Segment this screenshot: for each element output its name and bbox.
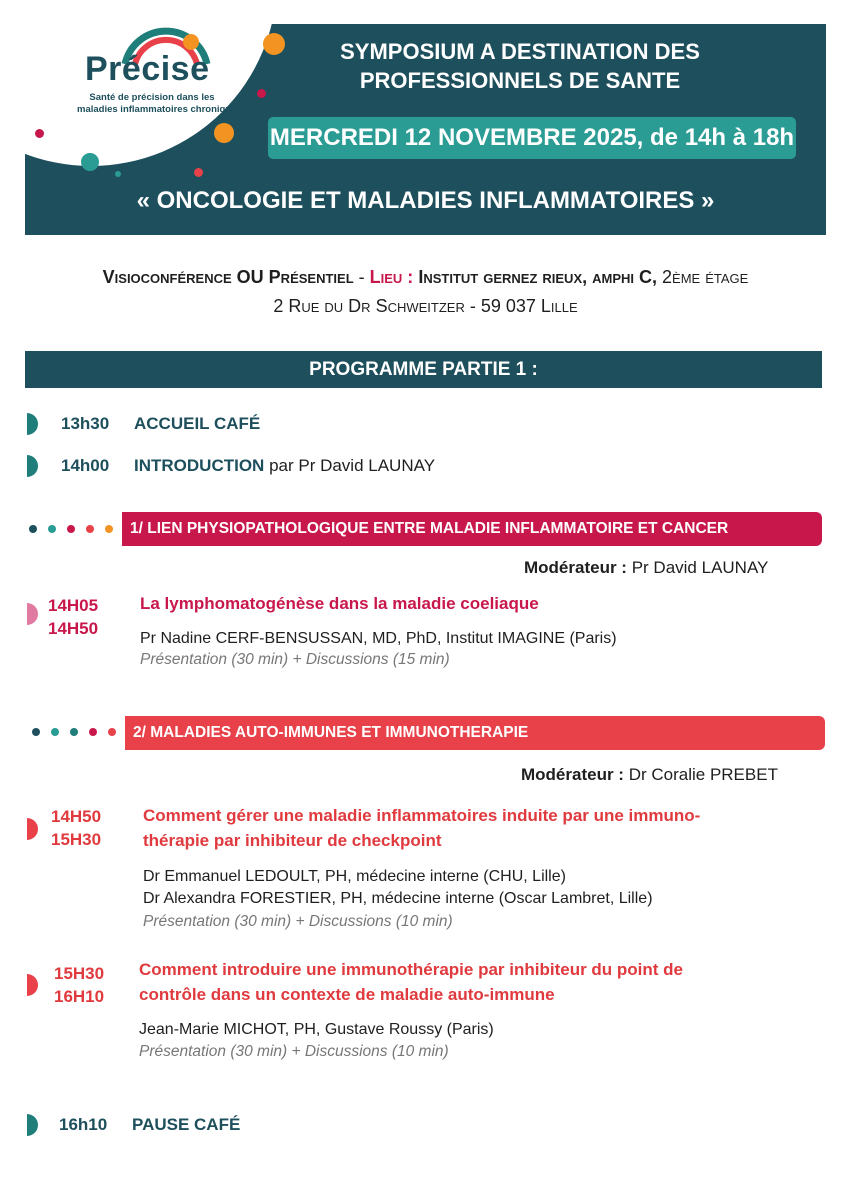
symposium-title-line2: PROFESSIONNELS DE SANTE — [359, 68, 681, 93]
speaker: Dr Alexandra FORESTIER, PH, médecine interne (Oscar Lambret, Lille) — [143, 890, 653, 907]
location-floor: 2ème étage — [662, 267, 749, 287]
theme-title: « ONCOLOGIE ET MALADIES INFLAMMATOIRES » — [136, 187, 715, 214]
talk-2-speakers — [143, 866, 653, 910]
talk-2-title — [143, 803, 821, 853]
logo-wordmark: Précise — [85, 50, 210, 88]
half-circle-icon — [27, 974, 38, 996]
talk-2-duration: Présentation (30 min) + Discussions (10 min) — [143, 913, 453, 930]
intro-title: INTRODUCTION — [134, 456, 265, 475]
welcome-time: 13h30 — [61, 414, 110, 433]
header-banner — [25, 24, 826, 235]
section-dot — [86, 525, 94, 533]
talk-title-line1: Comment gérer une maladie inflammatoires induite par une immuno- — [143, 806, 701, 825]
moderator-label: Modérateur : — [521, 765, 624, 784]
location-address: 2 Rue du Dr Schweitzer - 59 037 Lille — [273, 296, 578, 316]
talk-3-duration: Présentation (30 min) + Discussions (10 min) — [139, 1043, 449, 1060]
half-circle-icon — [27, 413, 38, 435]
location-venue: Institut gernez rieux, amphi C, — [418, 267, 658, 287]
intro-time: 14h00 — [61, 456, 110, 475]
break-title: PAUSE CAFÉ — [132, 1115, 241, 1134]
location-mode: Visioconférence OU Présentiel — [102, 267, 354, 287]
logo-tagline — [77, 92, 242, 116]
talk-1-speaker: Pr Nadine CERF-BENSUSSAN, MD, PhD, Institut IMAGINE (Paris) — [140, 630, 617, 647]
talk-end: 16H10 — [54, 987, 105, 1006]
logo-tagline-line1: Santé de précision dans les — [89, 92, 215, 103]
section-dot — [89, 728, 97, 736]
decor-dot — [194, 168, 203, 177]
talk-start: 14H50 — [51, 807, 102, 826]
talk-1-title: La lymphomatogénèse dans la maladie coeliaque — [140, 594, 539, 613]
talk-3-speaker: Jean-Marie MICHOT, PH, Gustave Roussy (Paris) — [139, 1021, 494, 1038]
symposium-title-line1: SYMPOSIUM A DESTINATION DES — [340, 39, 700, 64]
section-dot — [48, 525, 56, 533]
decor-dot — [81, 153, 99, 171]
section-dot — [32, 728, 40, 736]
section-dot — [105, 525, 113, 533]
half-circle-icon — [27, 603, 38, 625]
intro-line — [134, 456, 435, 476]
talk-end: 15H30 — [51, 830, 102, 849]
section-2-bar: 2/ MALADIES AUTO-IMMUNES ET IMMUNOTHERAPIE — [125, 716, 825, 750]
half-circle-icon — [27, 1114, 38, 1136]
half-circle-icon — [27, 818, 38, 840]
section-dot — [67, 525, 75, 533]
talk-3-title — [139, 957, 819, 1007]
break-time: 16h10 — [59, 1115, 108, 1134]
date-pill: MERCREDI 12 NOVEMBRE 2025, de 14h à 18h — [268, 117, 796, 159]
section-1-bar: 1/ LIEN PHYSIOPATHOLOGIQUE ENTRE MALADIE INFLAMMATOIRE ET CANCER — [122, 512, 822, 546]
talk-title-line2: thérapie par inhibiteur de checkpoint — [143, 831, 442, 850]
welcome-title: ACCUEIL CAFÉ — [134, 414, 261, 433]
section-1-moderator — [524, 558, 768, 578]
logo-tagline-line2: maladies inflammatoires chroniques — [77, 104, 242, 115]
section-dot — [51, 728, 59, 736]
programme-title-bar: PROGRAMME PARTIE 1 : — [25, 351, 822, 388]
talk-title-line1: Comment introduire une immunothérapie par inhibiteur du point de — [139, 960, 684, 979]
decor-dot — [214, 123, 234, 143]
talk-end: 14H50 — [48, 619, 99, 638]
logo — [63, 26, 263, 126]
location-separator: - — [353, 267, 370, 287]
decor-dot — [115, 171, 121, 177]
talk-1-duration: Présentation (30 min) + Discussions (15 min) — [140, 651, 450, 668]
section-dot — [70, 728, 78, 736]
moderator-name: Dr Coralie PREBET — [628, 765, 778, 784]
symposium-title — [240, 37, 800, 95]
talk-3-times — [54, 962, 104, 1008]
section-2-moderator — [521, 765, 778, 785]
decor-dot — [35, 129, 44, 138]
location-line — [25, 267, 826, 288]
section-dot — [29, 525, 37, 533]
talk-start: 14H05 — [48, 596, 99, 615]
talk-start: 15H30 — [54, 964, 105, 983]
half-circle-icon — [27, 455, 38, 477]
section-dot — [108, 728, 116, 736]
intro-speaker: par Pr David LAUNAY — [269, 456, 436, 475]
moderator-label: Modérateur : — [524, 558, 627, 577]
talk-1-times — [48, 594, 98, 640]
talk-2-times — [51, 805, 101, 851]
speaker: Dr Emmanuel LEDOULT, PH, médecine interne (CHU, Lille) — [143, 868, 566, 885]
talk-title-line2: contrôle dans un contexte de maladie auto-immune — [139, 985, 555, 1004]
location-lieu-label: Lieu : — [369, 267, 414, 287]
moderator-name: Pr David LAUNAY — [631, 558, 769, 577]
